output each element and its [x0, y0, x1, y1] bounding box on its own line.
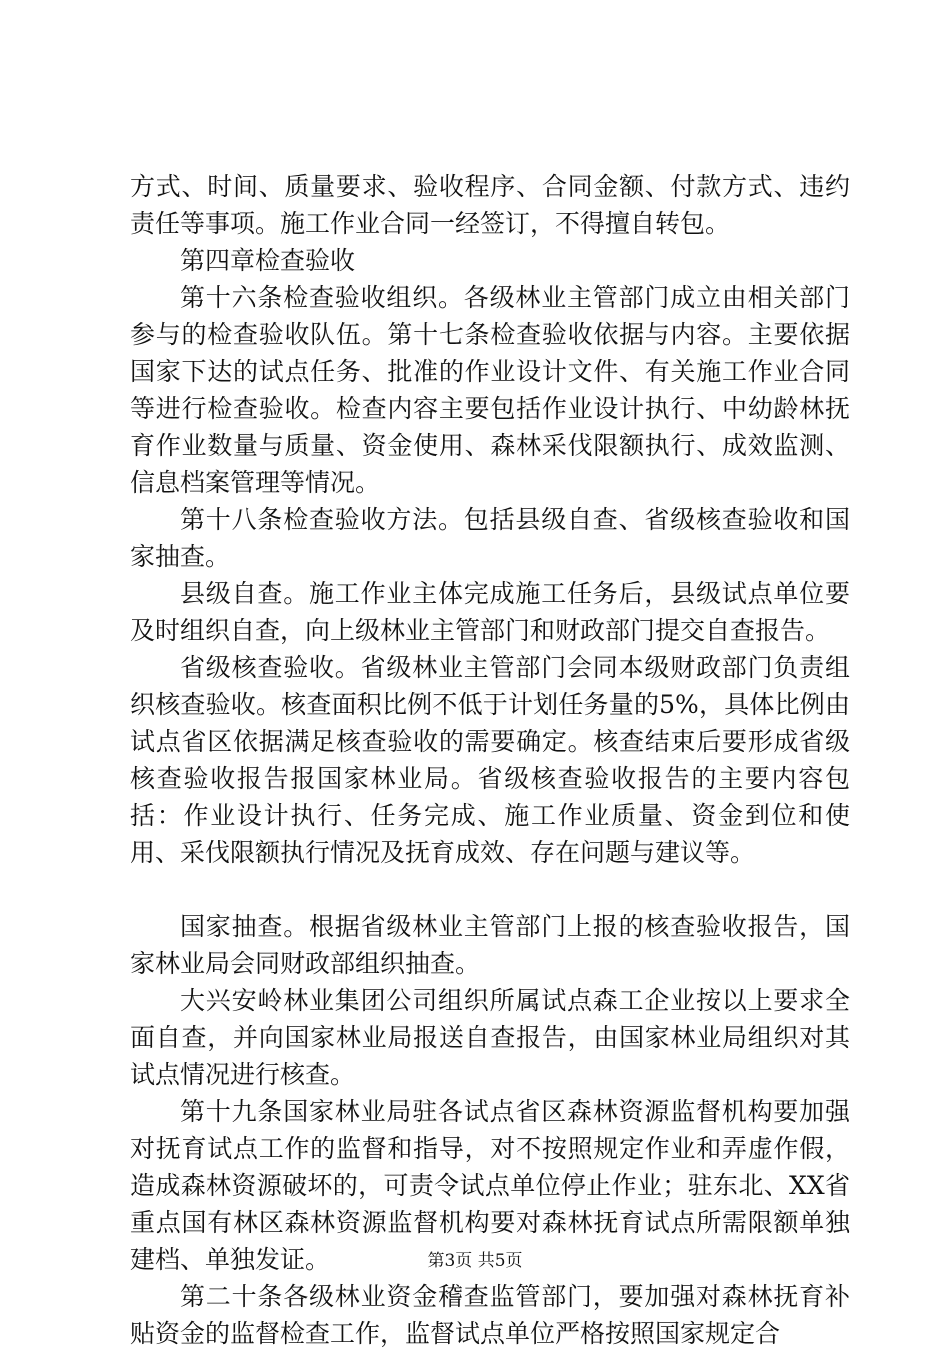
- chapter-heading: 第四章检查验收: [180, 246, 356, 275]
- paragraph-daxinganling: 大兴安岭林业集团公司组织所属试点森工企业按以上要求全面自查，并向国家林业局报送自查报告，由国家林业局组织对其试点情况进行核查。: [130, 986, 850, 1089]
- document-body: [130, 168, 850, 1352]
- paragraph-article-20: 第二十条各级林业资金稽查监管部门，要加强对森林抚育补贴资金的监督检查工作，监督试点单位严格按照国家规定合: [130, 1282, 850, 1348]
- paragraph-contract-terms: 方式、时间、质量要求、验收程序、合同金额、付款方式、违约责任等事项。施工作业合同一经签订，不得擅自转包。: [130, 172, 850, 238]
- paragraph-provincial-check: 省级核查验收。省级林业主管部门会同本级财政部门负责组织核查验收。核查面积比例不低于计划任务量的5%，具体比例由试点省区依据满足核查验收的需要确定。核查结束后要形成省级核查验收报告报国家林业局。省级核查验收报告的主要内容包括：作业设计执行、任务完成、施工作业质量、资金到位和使用、采伐限额执行情况及抚育成效、存在问题与建议等。: [130, 653, 850, 867]
- paragraph-national-spot-check: 国家抽查。根据省级林业主管部门上报的核查验收报告，国家林业局会同财政部组织抽查。: [130, 912, 850, 978]
- page-number: 第3页 共5页: [427, 1251, 523, 1271]
- paragraph-county-self-check: 县级自查。施工作业主体完成施工任务后，县级试点单位要及时组织自查，向上级林业主管部门和财政部门提交自查报告。: [130, 579, 850, 645]
- paragraph-article-18: 第十八条检查验收方法。包括县级自查、省级核查验收和国家抽查。: [130, 505, 850, 571]
- paragraph-article-19: 第十九条国家林业局驻各试点省区森林资源监督机构要加强对抚育试点工作的监督和指导，对不按照规定作业和弄虚作假，造成森林资源破坏的，可责令试点单位停止作业；驻东北、XX省重点国有林区森林资源监督机构要对森林抚育试点所需限额单独建档、单独发证。: [130, 1097, 850, 1274]
- paragraph-gap: [130, 871, 850, 908]
- paragraph-article-16-17: 第十六条检查验收组织。各级林业主管部门成立由相关部门参与的检查验收队伍。第十七条检查验收依据与内容。主要依据国家下达的试点任务、批准的作业设计文件、有关施工作业合同等进行检查验收。检查内容主要包括作业设计执行、中幼龄林抚育作业数量与质量、资金使用、森林采伐限额执行、成效监测、信息档案管理等情况。: [130, 283, 850, 497]
